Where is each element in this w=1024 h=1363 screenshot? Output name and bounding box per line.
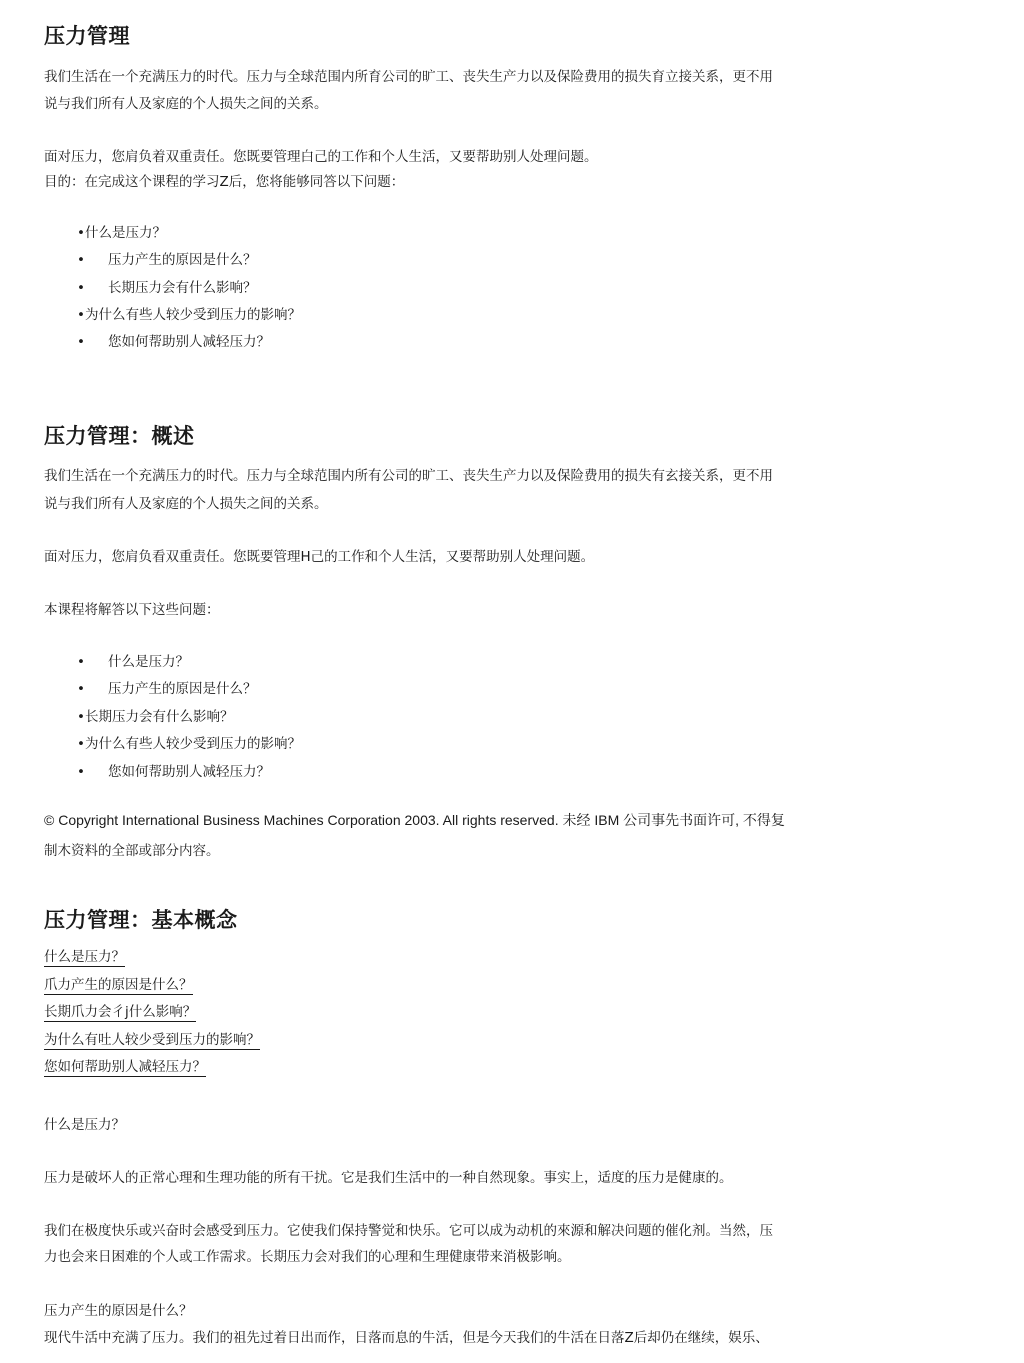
s2-paragraph-1-line-1: 我们生活在一个充满压力的时代。压力与全球范围内所有公司的旷工、丧失生产力以及保险费用的损失有玄接关系，更不用 — [44, 468, 773, 484]
s3-answer-1: 压力是破坏人的正常心理和生理功能的所有干扰。它是我们生活中的一种自然现象。事实上，适度的压力是健康的。 — [44, 1170, 733, 1186]
toc-link-long-term-effects[interactable]: 长期爪力会彳j什么影响？ — [44, 1004, 197, 1020]
s1-bullet-item: • 压力产生的原因是什么？ — [77, 252, 257, 268]
s3-question-1: 什么是压力？ — [44, 1117, 125, 1133]
bullet-icon: • — [77, 252, 85, 268]
s3-answer-3: 现代牛活中充满了压力。我们的祖先过着日出而作，日落而息的牛活，但是今天我们的牛活在日落Z后却仍在继续，娱乐、 — [44, 1330, 769, 1346]
s2-bullet-item: • 压力产生的原因是什么？ — [77, 681, 257, 697]
section-1-title: 压力管理 — [44, 24, 130, 48]
bullet-icon: • — [77, 334, 85, 350]
bullet-icon: • — [77, 280, 85, 296]
s2-paragraph-1-line-2: 说与我们所有人及家庭的个人损失之间的关系。 — [44, 496, 328, 512]
s1-bullet-item: • 长期压力会有什么影响？ — [77, 280, 257, 296]
copyright-line-1: © Copyright International Business Machines Corporation 2003. All rights reserved. 未经 IBM 公司事先书面许可, 不得复 — [44, 812, 785, 828]
s1-paragraph-1-line-2: 说与我们所有人及家庭的个人损失之间的关系。 — [44, 96, 328, 112]
s2-bullet-item: •长期压力会有什么影响？ — [77, 709, 234, 725]
section-2-title: 压力管理：概述 — [44, 424, 195, 448]
s1-bullet-item: •为什么有些人较少受到压力的影响？ — [77, 307, 301, 323]
bullet-icon: • — [77, 764, 85, 780]
toc-link-causes[interactable]: 爪力产生的原因是什么？ — [44, 977, 193, 993]
bullet-icon: • — [77, 654, 85, 670]
s2-bullet-item: •为什么有些人较少受到压力的影响？ — [77, 736, 301, 752]
copyright-line-2: 制木资料的全部或部分内容。 — [44, 843, 220, 859]
s1-paragraph-1-line-1: 我们生活在一个充满压力的时代。压力与全球范围内所育公司的旷工、丧失生产力以及保险费用的损失育立接关系，更不用 — [44, 69, 773, 85]
section-3-title: 压力管理：基本概念 — [44, 908, 238, 932]
s2-intro: 本课程将解答以下这些问题： — [44, 602, 220, 618]
s2-paragraph-2: 面对压力，您肩负看双重责任。您既要管理H己的工作和个人生活，又要帮助别人处理问题。 — [44, 549, 595, 565]
s3-question-2: 压力产生的原因是什么？ — [44, 1303, 193, 1319]
s1-purpose: 目的：在完成这个课程的学习Z后，您将能够同答以下问题： — [44, 174, 405, 190]
s2-bullet-item: • 您如何帮助别人减轻压力？ — [77, 764, 270, 780]
toc-link-help-others[interactable]: 您如何帮助别人减轻压力？ — [44, 1059, 206, 1075]
s1-bullet-item: • 您如何帮助别人减轻压力？ — [77, 334, 270, 350]
bullet-icon: • — [77, 681, 85, 697]
toc-link-what-is-stress[interactable]: 什么是压力？ — [44, 949, 125, 965]
s3-answer-2-line-2: 力也会来日困难的个人或工作需求。长期压力会对我们的心理和生理健康带来消极影响。 — [44, 1249, 571, 1265]
s3-answer-2-line-1: 我们在极度快乐或兴奋时会感受到压力。它使我们保持警觉和快乐。它可以成为动机的來源和解决问题的催化剂。当然，压 — [44, 1223, 773, 1239]
s1-bullet-item: •什么是压力？ — [77, 225, 166, 241]
s2-bullet-item: • 什么是压力？ — [77, 654, 189, 670]
toc-link-less-affected[interactable]: 为什么有吐人较少受到压力的影响？ — [44, 1032, 260, 1048]
s1-paragraph-2: 面对压力，您肩负着双重责任。您既要管理白己的工作和个人生活，又要帮助别人处理问题。 — [44, 149, 598, 165]
